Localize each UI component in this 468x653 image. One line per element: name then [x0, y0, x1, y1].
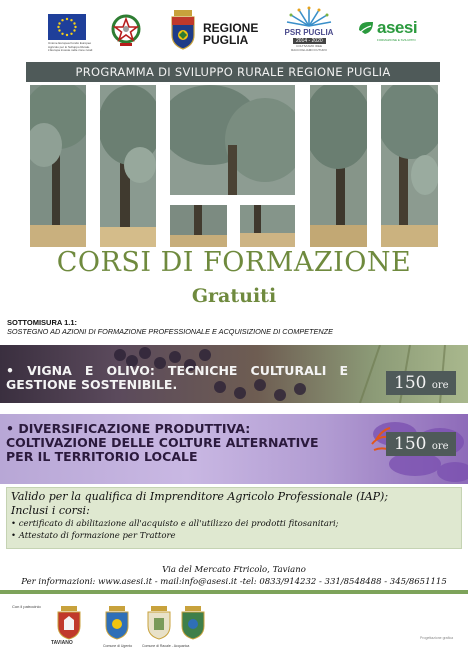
asesi-name: asesi: [377, 18, 418, 37]
racale-caption: Comune di Racale - Acquarica: [142, 644, 190, 648]
eu-caption: Unione Europea Fondo Europeo Agricolo per lo Sviluppo Rurale. L'Europa investe nelle zone rurali: [48, 41, 93, 52]
psr-years: 2014 - 2020: [293, 38, 326, 44]
program-bar: PROGRAMMA DI SVILUPPO RURALE REGIONE PUGLIA: [26, 62, 440, 82]
measure-code: SOTTOMISURA 1.1:: [7, 318, 78, 327]
olive-tree-photo: [310, 85, 367, 247]
regione-puglia-label: [203, 22, 258, 46]
course-2-line-2: COLTIVAZIONE DELLE COLTURE ALTERNATIVE: [6, 435, 319, 450]
regione-puglia-shield-icon: [170, 10, 196, 50]
course-1-hours-badge: [386, 371, 456, 395]
psr-title: PSR PUGLIA: [284, 28, 334, 37]
partners-label: Con il patrocinio: [12, 604, 41, 609]
design-credit: Progettazione grafica: [420, 636, 454, 640]
course-band-vigna-olivo: [0, 345, 468, 403]
address: Via del Mercato Ftricolo, Taviano: [162, 565, 306, 575]
course-2-line-3: PER IL TERRITORIO LOCALE: [6, 449, 198, 464]
course-1-line-2: GESTIONE SOSTENIBILE.: [6, 377, 178, 392]
course-1-hours-unit: ore: [431, 380, 449, 391]
course-1-title: [6, 364, 348, 392]
olive-tree-photo: [170, 205, 227, 247]
measure-description: SOSTEGNO AD AZIONI DI FORMAZIONE PROFESSIONALE E ACQUISIZIONE DI COMPETENZE: [7, 327, 333, 336]
italian-republic-emblem-icon: [110, 12, 142, 48]
validity-line-1: Valido per la qualifica di Imprenditore Agricolo Professionale (IAP);: [11, 490, 389, 503]
ugento-crest-icon: [100, 606, 134, 642]
validity-item-2: • Attestato di formazione per Trattore: [11, 531, 176, 541]
olive-tree-photo: [100, 85, 156, 247]
psr-puglia-logo: [281, 6, 337, 54]
region-line-2: PUGLIA: [203, 33, 249, 47]
course-2-hours: 150: [394, 434, 427, 454]
psr-sun-icon: [281, 6, 337, 28]
validity-item-1: • certificato di abilitazione all'acquisto e all'utilizzo dei prodotti fitosanitari;: [11, 519, 339, 529]
taviano-label: TAVIANO: [51, 640, 73, 646]
olive-tree-photo: [240, 205, 295, 247]
olive-tree-photo: [381, 85, 438, 247]
taviano-crest-icon: [52, 606, 86, 642]
racale-crest-icon: [142, 606, 176, 642]
header-logos: [0, 0, 468, 60]
asesi-subtitle: FORMAZIONE E SVILUPPO: [377, 38, 416, 42]
eu-flag-icon: [48, 14, 86, 40]
main-title: CORSI DI FORMAZIONE: [56, 247, 412, 278]
psr-slogan-1: COLTIVIAMO IDEE: [295, 44, 323, 48]
course-2-line-1: • DIVERSIFICAZIONE PRODUTTIVA:: [6, 421, 251, 436]
validity-box: [6, 487, 462, 549]
acquarica-crest-icon: [176, 606, 210, 642]
course-band-diversificazione: [0, 414, 468, 484]
asesi-logo: [357, 18, 427, 44]
olive-tree-photo: [170, 85, 295, 195]
course-2-title: [6, 422, 319, 464]
course-1-hours: 150: [394, 373, 427, 393]
sub-title: Gratuiti: [191, 285, 277, 307]
course-1-line-1: • VIGNA E OLIVO: TECNICHE CULTURALI E: [6, 363, 348, 378]
psr-slogan-2: RACCOGLIAMO FUTURO: [291, 47, 327, 52]
ugento-caption: Comune di Ugento: [103, 644, 133, 648]
validity-line-2: Inclusi i corsi:: [11, 504, 90, 517]
divider: [0, 590, 468, 594]
region-line-1: REGIONE: [203, 21, 259, 35]
course-2-hours-badge: [386, 432, 456, 456]
contact-info: Per informazioni: www.asesi.it - mail:info@asesi.it -tel: 0833/914232 - 331/8548488 - 345/8651115: [21, 577, 447, 587]
olive-tree-photo: [30, 85, 86, 247]
course-2-hours-unit: ore: [431, 441, 449, 452]
asesi-leaf-icon: [357, 20, 375, 38]
psr-slogan: [281, 45, 337, 52]
